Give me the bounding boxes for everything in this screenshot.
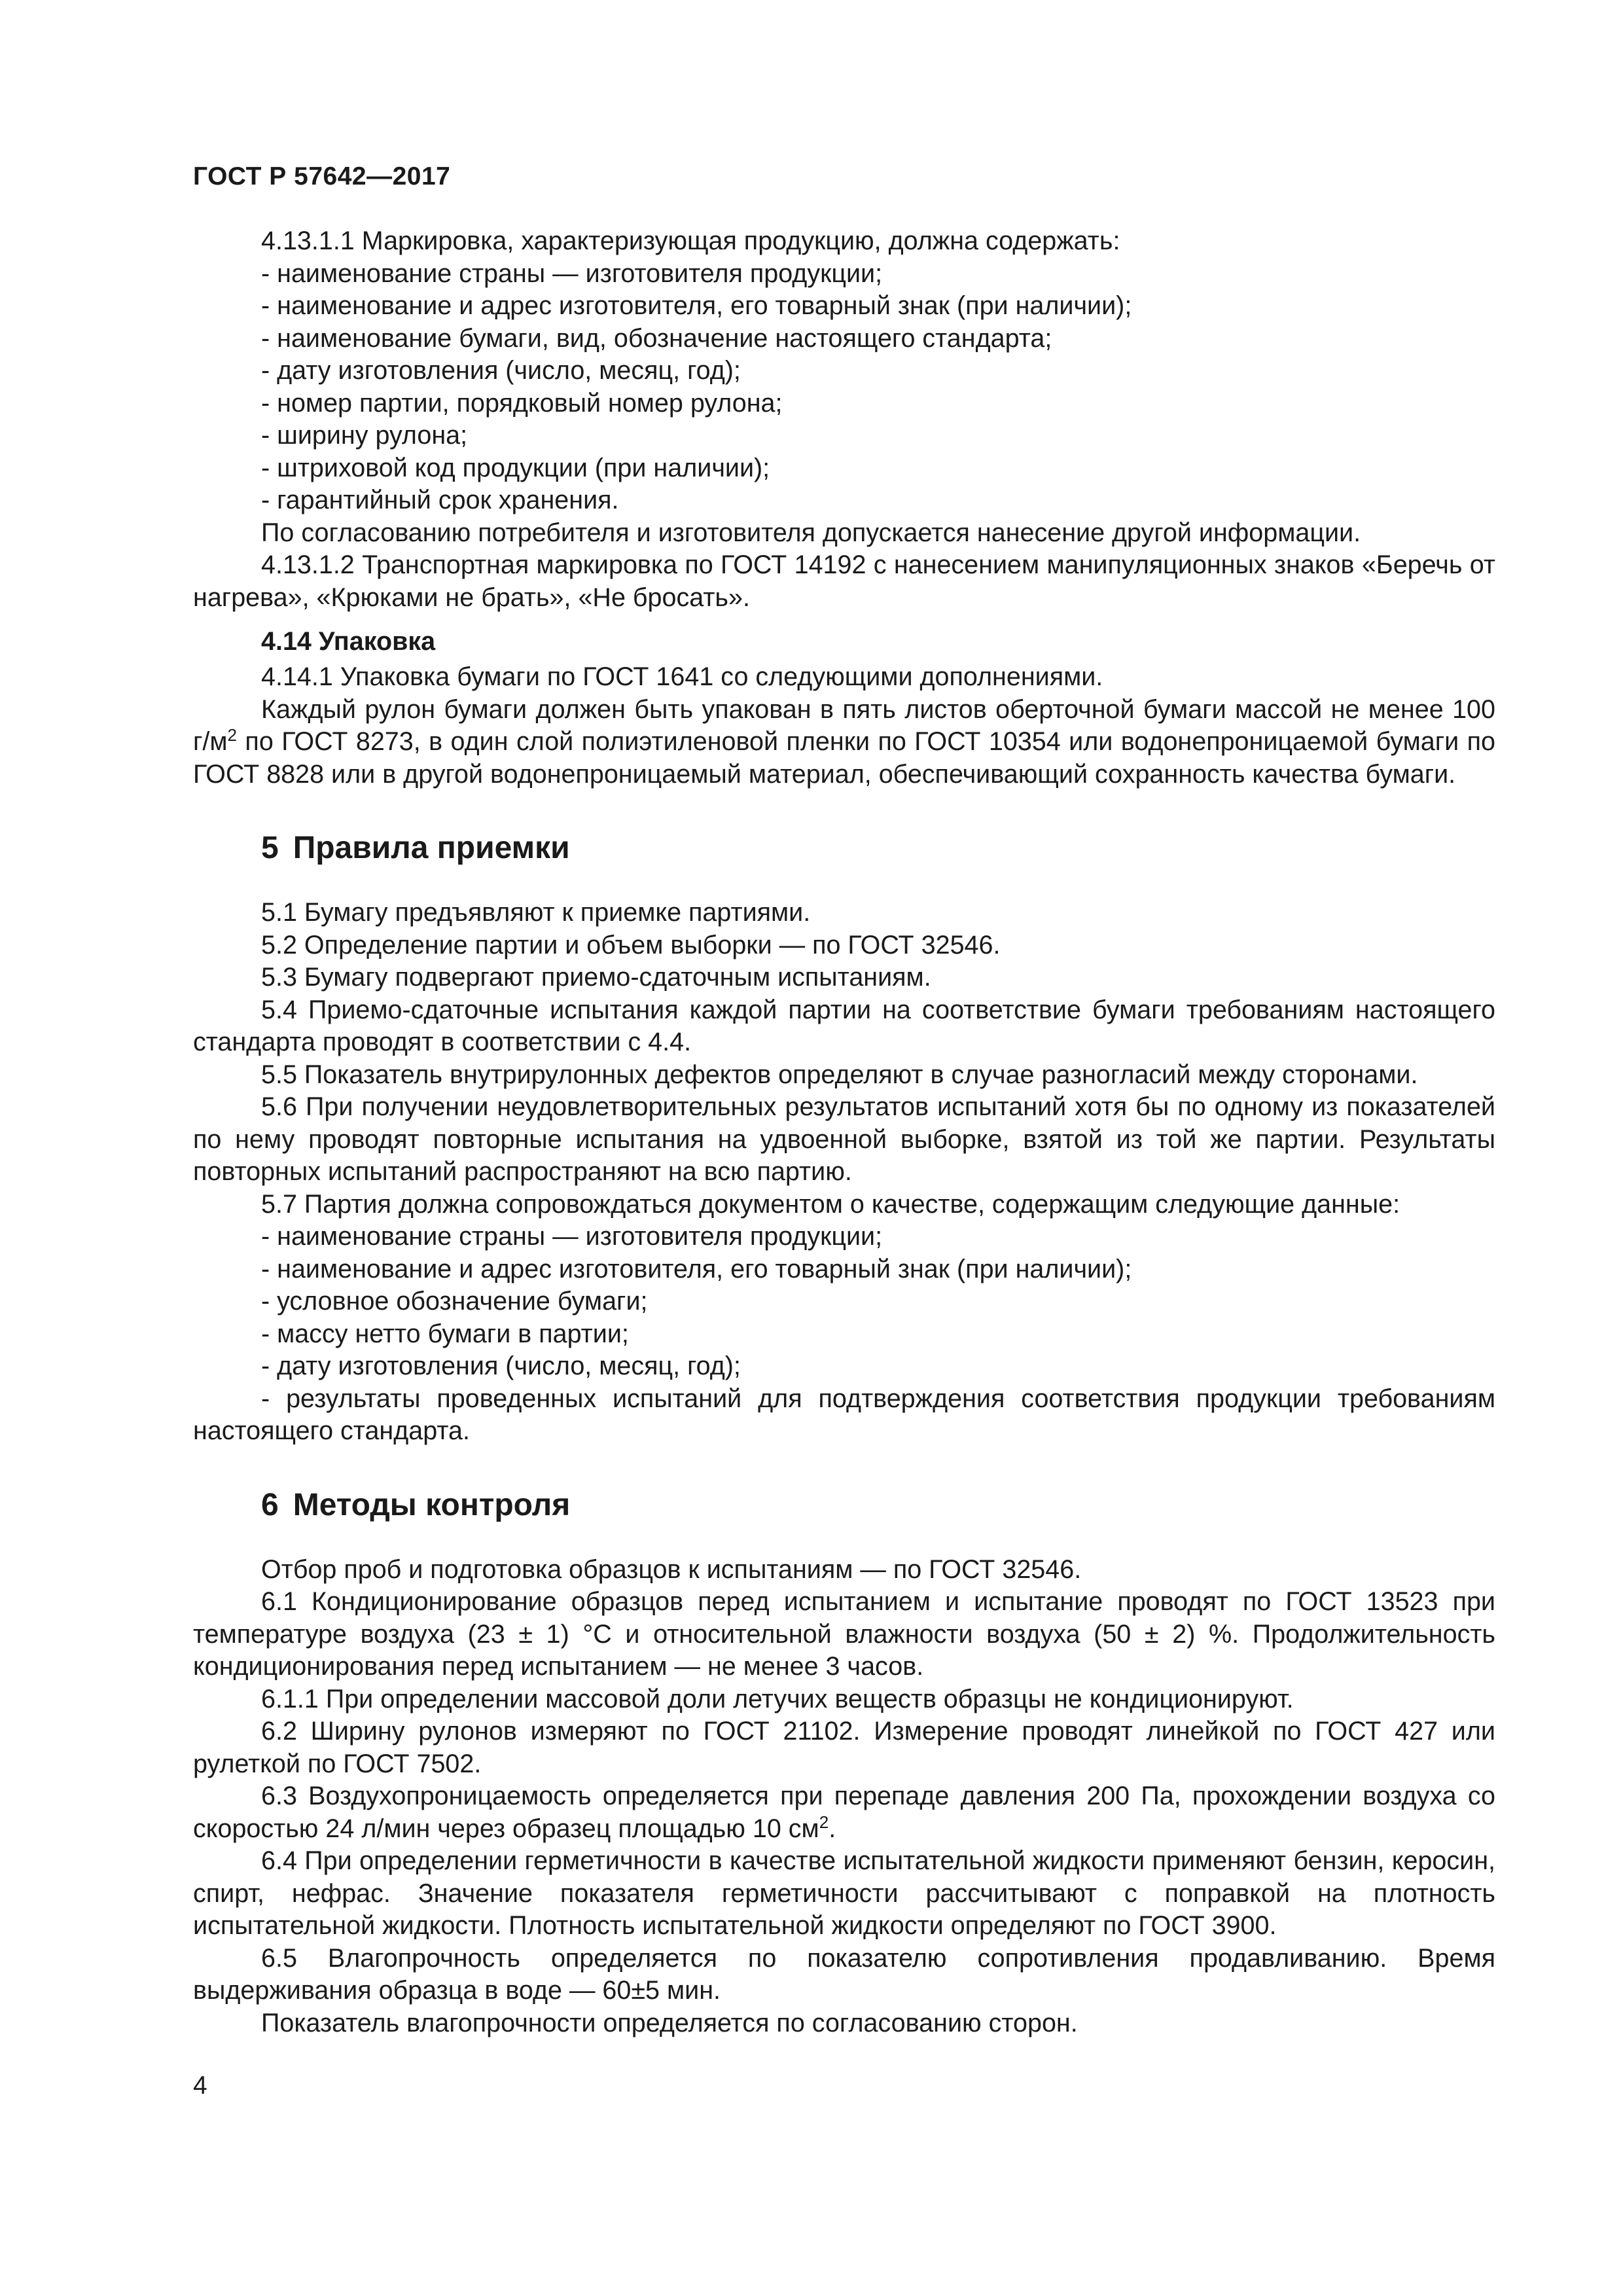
paragraph: Показатель влагопрочности определяется по согласованию сторон. <box>261 2008 1078 2037</box>
section-number: 5 <box>261 831 279 865</box>
paragraph: 6.1 Кондиционирование образцов перед испытанием и испытание проводят по ГОСТ 13523 при температуре воздуха (23 ± 1) °С и относительной влажности воздуха (50 ± 2) %. Продолжительность кондиционирования перед испытанием — не менее 3 часов. <box>193 1587 1495 1681</box>
list-item: - ширину рулона; <box>261 421 468 450</box>
paragraph <box>193 694 1495 791</box>
paragraph: 4.13.1.1 Маркировка, характеризующая продукцию, должна содержать: <box>261 226 1120 255</box>
paragraph-text: Каждый рулон бумаги должен быть упакован в пять листов оберточной бумаги массой не менее 100 г/м <box>193 694 1495 756</box>
paragraph: 5.4 Приемо-сдаточные испытания каждой партии на соответствие бумаги требованиям настоящего стандарта проводят в соответствии с 4.4. <box>193 995 1495 1056</box>
superscript: 2 <box>227 725 238 745</box>
paragraph: 6.1.1 При определении массовой доли летучих веществ образцы не кондиционируют. <box>261 1684 1294 1713</box>
paragraph: 6.4 При определении герметичности в качестве испытательной жидкости применяют бензин, керосин, спирт, нефрас. Значение показателя герметичности рассчитывают с поправкой на плотность испытательной жидкости. Плотность испытательной жидкости определяют по ГОСТ 3900. <box>193 1846 1495 1940</box>
paragraph: 4.14.1 Упаковка бумаги по ГОСТ 1641 со следующими дополнениями. <box>261 662 1103 691</box>
paragraph: Отбор проб и подготовка образцов к испытаниям — по ГОСТ 32546. <box>261 1554 1082 1584</box>
list-item: - дату изготовления (число, месяц, год); <box>261 356 741 385</box>
paragraph-text: по ГОСТ 8273, в один слой полиэтиленовой пленки по ГОСТ 10354 или водонепроницаемой бумаги по ГОСТ 8828 или в другой водонепроницаемый материал, обеспечивающий сохранность качества бумаги. <box>193 727 1495 789</box>
paragraph <box>193 1780 1495 1845</box>
section-number: 6 <box>261 1487 279 1522</box>
superscript: 2 <box>819 1812 829 1832</box>
section-heading <box>193 1486 1495 1525</box>
list-item: - наименование и адрес изготовителя, его товарный знак (при наличии); <box>261 1254 1132 1283</box>
list-item: - наименование и адрес изготовителя, его товарный знак (при наличии); <box>261 291 1132 320</box>
section-title: Методы контроля <box>293 1487 571 1522</box>
paragraph: 5.5 Показатель внутрирулонных дефектов определяют в случае разногласий между сторонами. <box>261 1060 1418 1089</box>
list-item: - гарантийный срок хранения. <box>261 486 619 514</box>
paragraph: 5.3 Бумагу подвергают приемо-сдаточным испытаниям. <box>261 963 931 992</box>
paragraph: 4.13.1.2 Транспортная маркировка по ГОСТ 14192 с нанесением манипуляционных знаков «Беречь от нагрева», «Крюками не брать», «Не бросать». <box>193 550 1495 612</box>
list-item: - наименование страны — изготовителя продукции; <box>261 259 883 288</box>
page-number: 4 <box>193 2072 207 2100</box>
paragraph-text: 6.3 Воздухопроницаемость определяется при перепаде давления 200 Па, прохождении воздуха со скоростью 24 л/мин через образец площадью 10 см <box>193 1782 1495 1843</box>
document-body <box>193 225 1495 2039</box>
paragraph: 6.5 Влагопрочность определяется по показателю сопротивления продавливанию. Время выдерживания образца в воде — 60±5 мин. <box>193 1943 1495 2005</box>
document-designation: ГОСТ Р 57642—2017 <box>193 162 451 190</box>
list-item: - дату изготовления (число, месяц, год); <box>261 1352 741 1380</box>
paragraph: 5.2 Определение партии и объем выборки — по ГОСТ 32546. <box>261 930 1001 960</box>
list-item: - массу нетто бумаги в партии; <box>261 1319 629 1348</box>
paragraph: 5.1 Бумагу предъявляют к приемке партиями. <box>261 898 811 927</box>
list-item: - результаты проведенных испытаний для подтверждения соответствия продукции требованиям настоящего стандарта. <box>193 1384 1495 1445</box>
list-item: - наименование бумаги, вид, обозначение настоящего стандарта; <box>261 323 1052 353</box>
paragraph: 6.2 Ширину рулонов измеряют по ГОСТ 21102. Измерение проводят линейкой по ГОСТ 427 или рулеткой по ГОСТ 7502. <box>193 1717 1495 1778</box>
paragraph: 5.7 Партия должна сопровождаться документом о качестве, содержащим следующие данные: <box>261 1189 1400 1219</box>
list-item: - наименование страны — изготовителя продукции; <box>261 1222 883 1251</box>
paragraph: 5.6 При получении неудовлетворительных результатов испытаний хотя бы по одному из показателей по нему проводят повторные испытания на удвоенной выборке, взятой из той же партии. Результаты повторных испытаний распространяют на всю партию. <box>193 1092 1495 1186</box>
list-item: - штриховой код продукции (при наличии); <box>261 453 770 482</box>
paragraph-text: . <box>829 1814 836 1843</box>
section-title: Правила приемки <box>293 831 570 865</box>
subsection-heading: 4.14 Упаковка <box>261 627 436 656</box>
section-heading <box>193 829 1495 868</box>
list-item: - номер партии, порядковый номер рулона; <box>261 388 783 418</box>
paragraph: По согласованию потребителя и изготовителя допускается нанесение другой информации. <box>261 518 1361 547</box>
list-item: - условное обозначение бумаги; <box>261 1287 648 1316</box>
